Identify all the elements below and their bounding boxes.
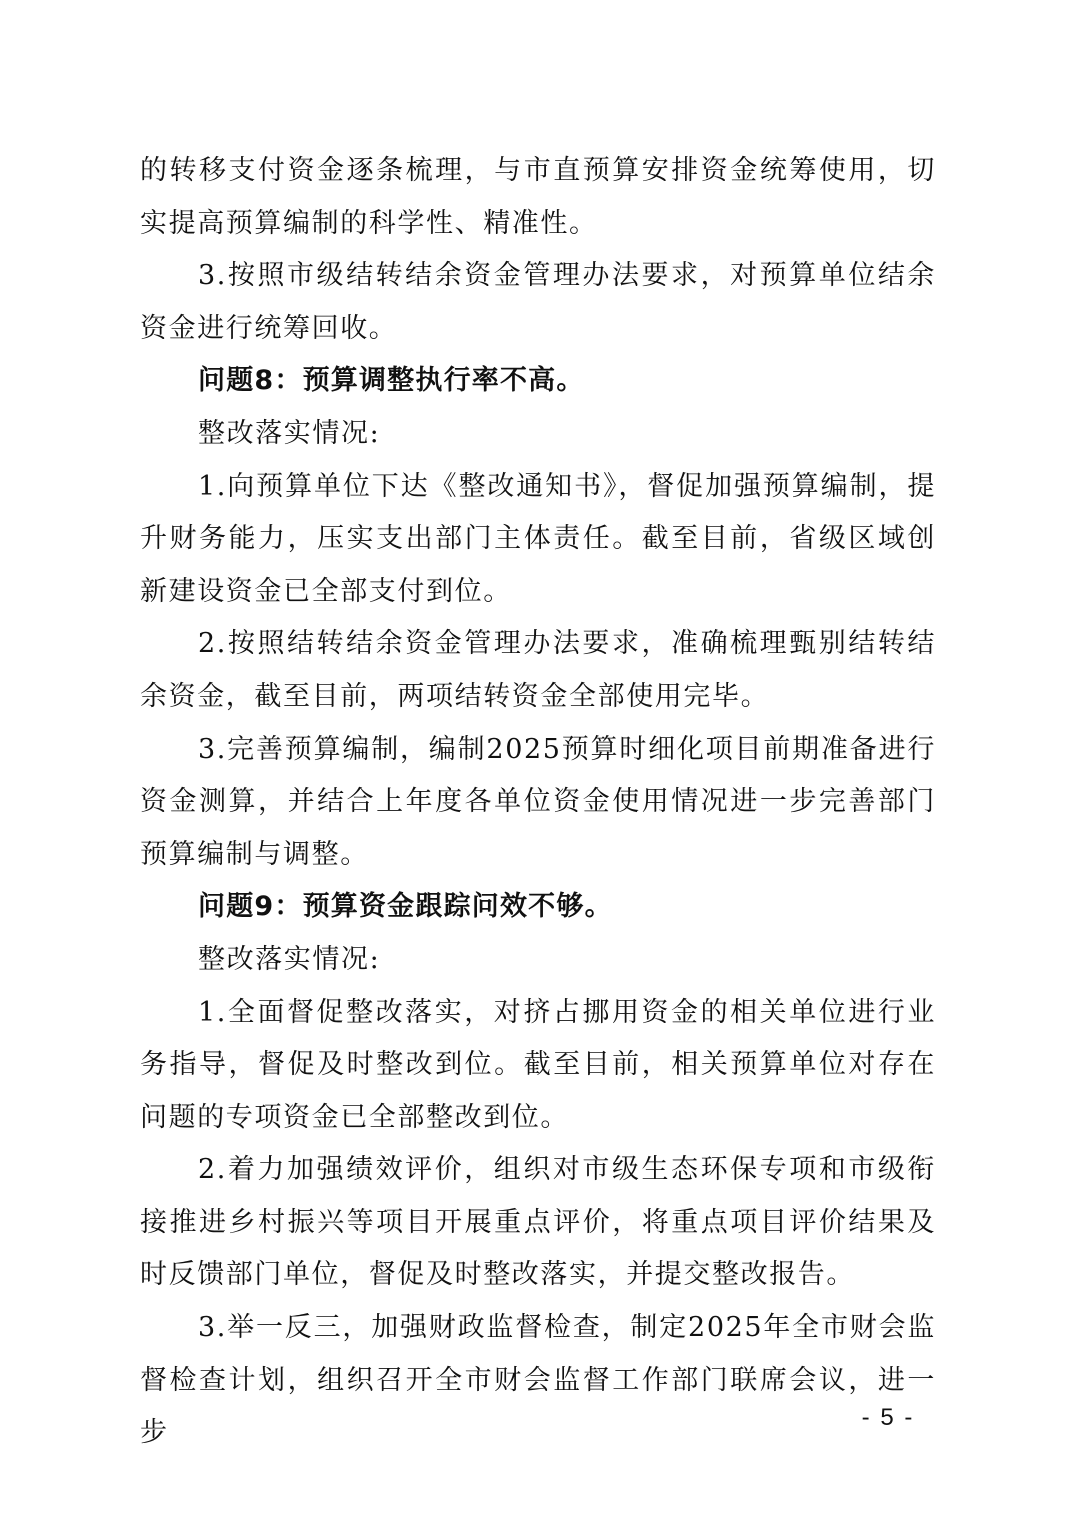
paragraph-item-1-supervision: 1.全面督促整改落实，对挤占挪用资金的相关单位进行业务指导，督促及时整改到位。截至目前，相关预算单位对存在问题的专项资金已全部整改到位。 — [140, 996, 936, 1133]
issue-8-heading: 问题8：预算调整执行率不高。 — [198, 365, 585, 397]
paragraph-item-2-evaluation: 2.着力加强绩效评价，组织对市级生态环保专项和市级衔接推进乡村振兴等项目开展重点评价，将重点项目评价结果及时反馈部门单位，督促及时整改落实，并提交整改报告。 — [140, 1154, 936, 1291]
paragraph-item-1-notice: 1.向预算单位下达《整改通知书》，督促加强预算编制，提升财务能力，压实支出部门主体责任。截至目前，省级区域创新建设资金已全部支付到位。 — [140, 470, 936, 607]
rectification-label: 整改落实情况: — [198, 417, 381, 449]
paragraph-item-3-settlement: 3.按照市级结转结余资金管理办法要求，对预算单位结余资金进行统筹回收。 — [140, 260, 936, 344]
paragraph-item-3-inspection: 3.举一反三，加强财政监督检查，制定2025年全市财会监督检查计划，组织召开全市财会监督工作部门联席会议，进一步 — [140, 1312, 936, 1449]
issue-9-heading: 问题9：预算资金跟踪问效不够。 — [198, 891, 613, 923]
document-body — [140, 145, 936, 1460]
paragraph-item-3-budget: 3.完善预算编制，编制2025预算时细化项目前期准备进行资金测算，并结合上年度各单位资金使用情况进一步完善部门预算编制与调整。 — [140, 733, 936, 870]
rectification-label: 整改落实情况: — [198, 943, 381, 975]
paragraph-continuation: 的转移支付资金逐条梳理，与市直预算安排资金统筹使用，切实提高预算编制的科学性、精准性。 — [140, 155, 936, 239]
page-number: - 5 - — [861, 1404, 915, 1431]
paragraph-item-2-funds: 2.按照结转结余资金管理办法要求，准确梳理甄别结转结余资金，截至目前，两项结转资金全部使用完毕。 — [140, 628, 936, 712]
